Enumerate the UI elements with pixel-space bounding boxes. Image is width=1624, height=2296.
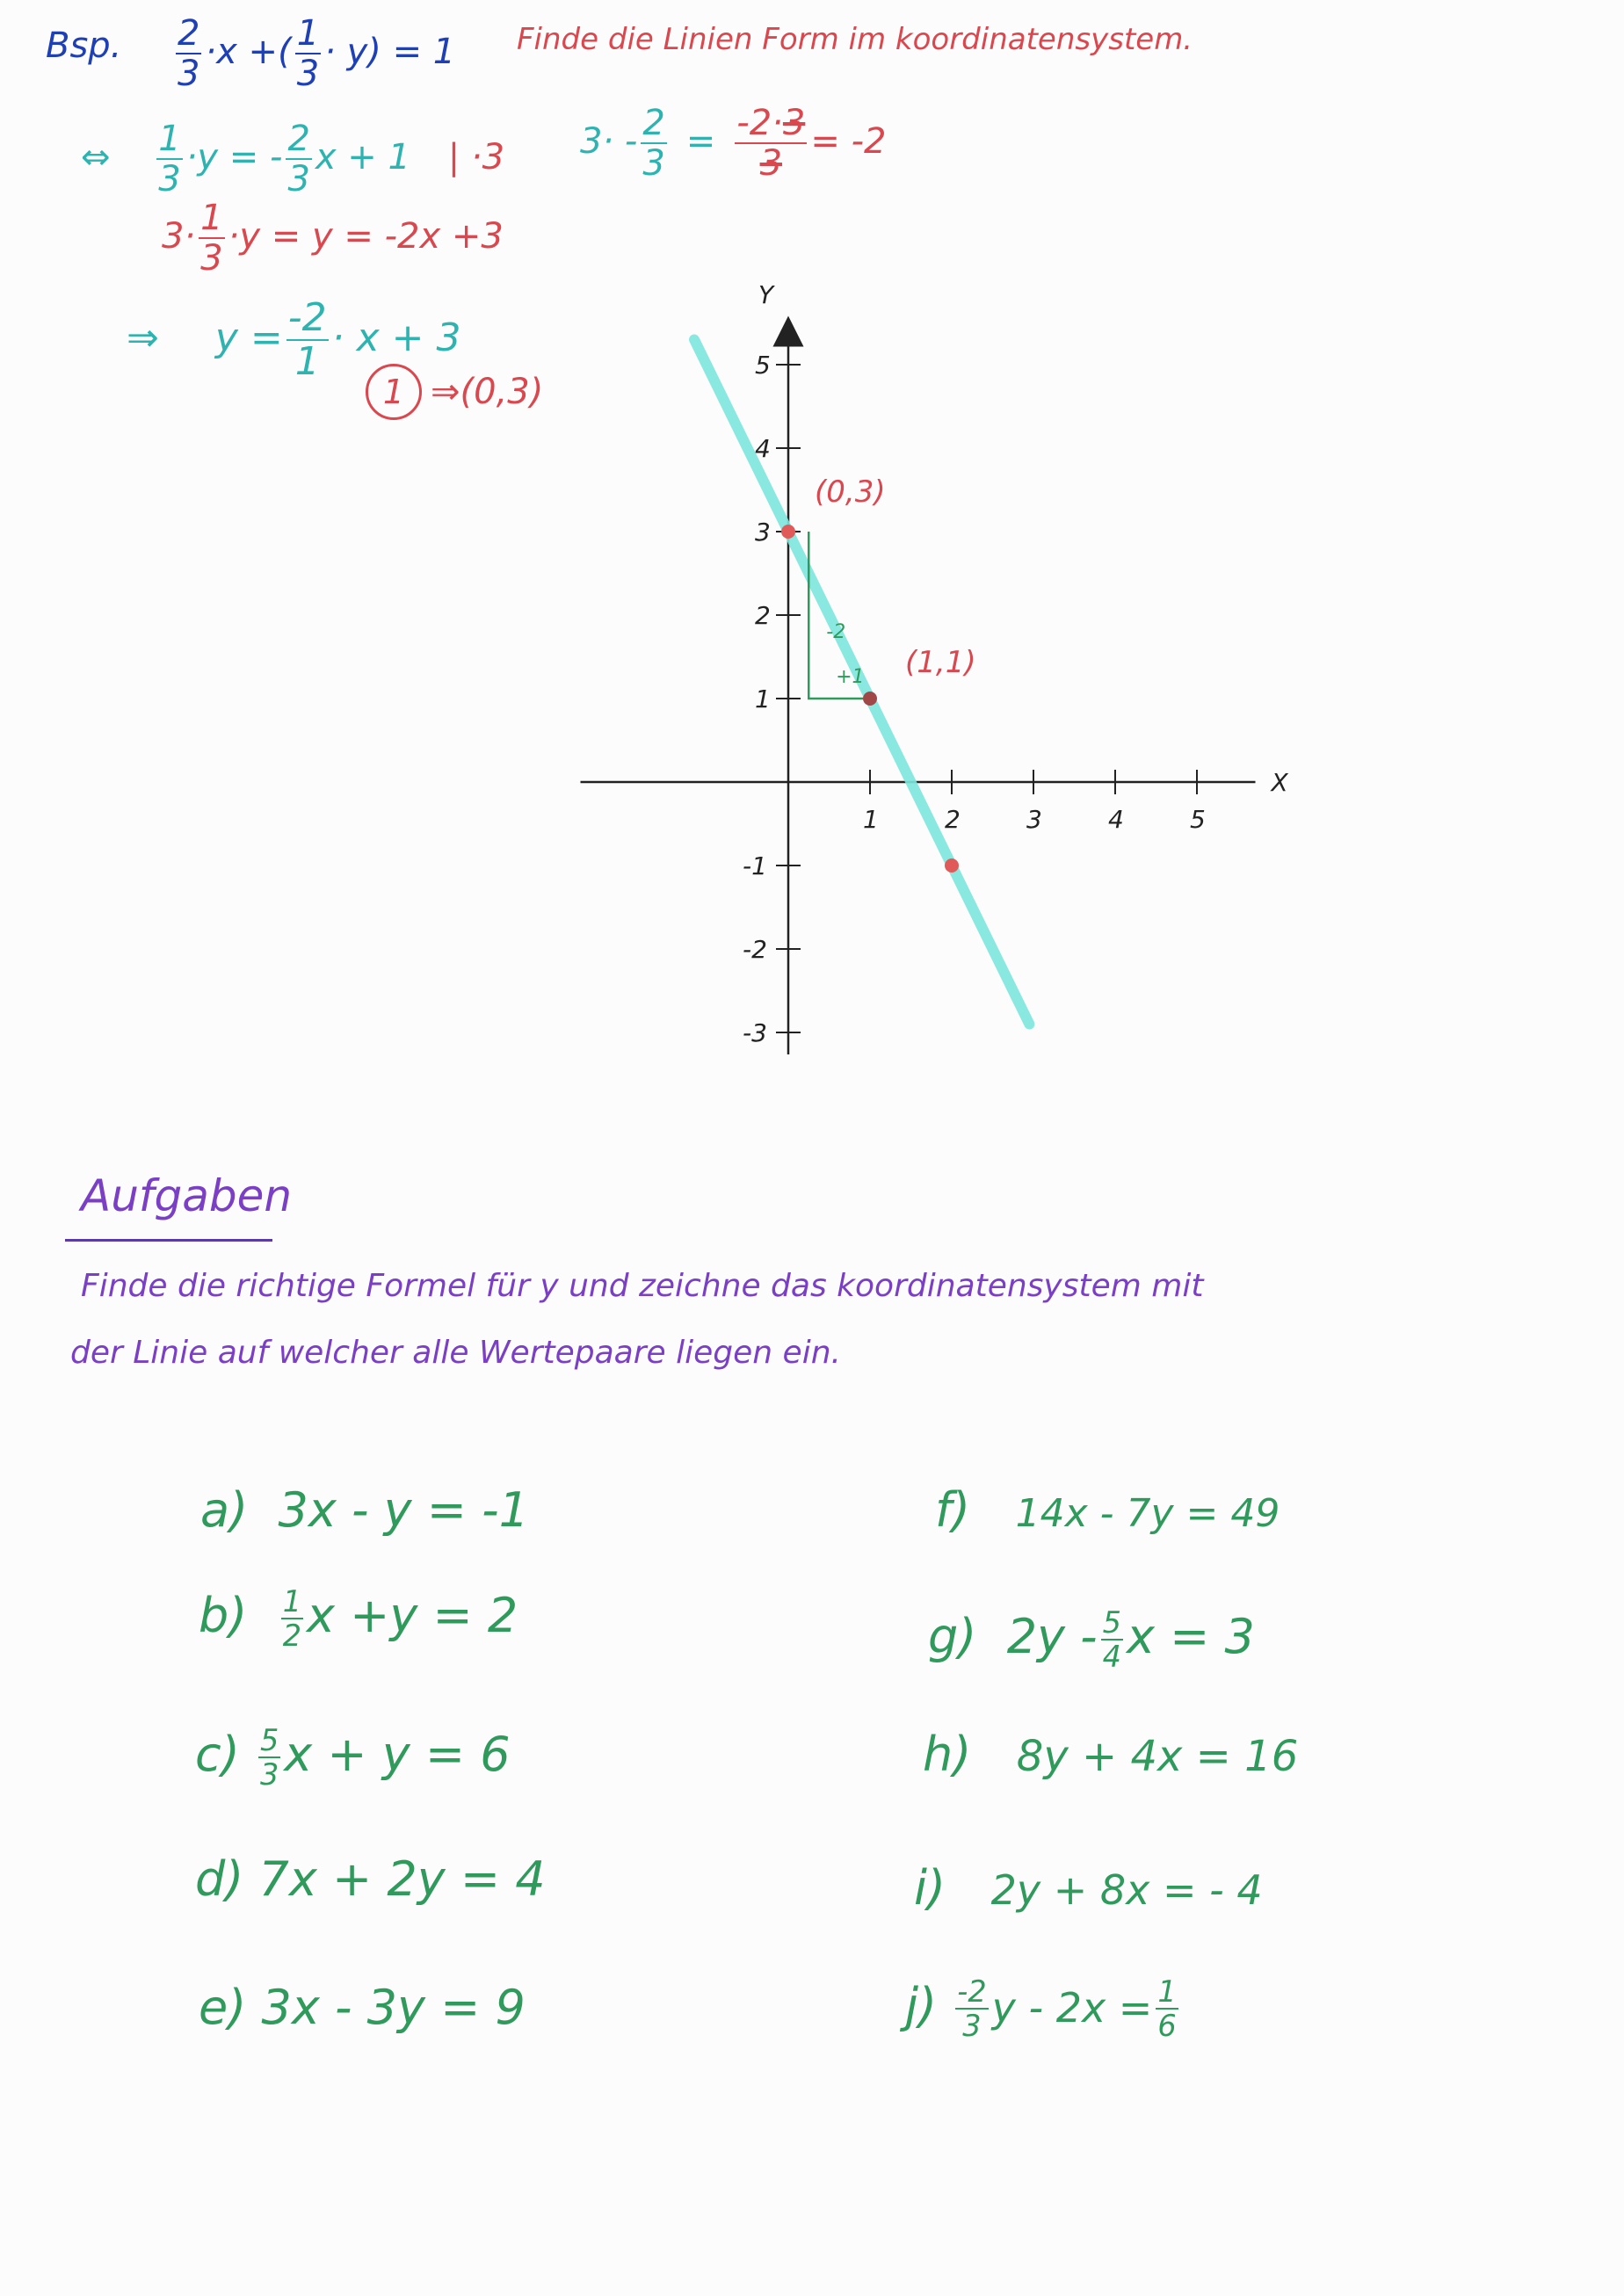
y-axis-label: Y <box>758 280 774 309</box>
task-c: c) $\frac{5}{3}$ x + y = 6 <box>195 1723 511 1793</box>
bsp-label: Bsp. <box>46 25 122 66</box>
x-tick-label: 4 <box>1108 805 1124 834</box>
tasks-heading: Aufgaben <box>81 1170 293 1221</box>
multiply-operation: | ·3 <box>447 137 505 177</box>
y-tick-label: -1 <box>743 851 767 880</box>
point-label: (0,3) <box>815 474 886 510</box>
rise-label: -2 <box>826 621 846 643</box>
y-tick-label: 4 <box>755 434 771 463</box>
y-tick-label: -2 <box>743 935 767 964</box>
task-b: b) $\frac{1}{2}$ x +y = 2 <box>199 1584 518 1654</box>
step-1: ⇔ $\frac{1}{3}$ ·y = - $\frac{2}{3}$ x + 1 | ·3 <box>81 119 505 199</box>
y-tick-label: 1 <box>755 684 771 713</box>
data-point <box>781 525 795 539</box>
example-instruction: Finde die Linien Form im koordinatensystem. <box>517 22 1193 57</box>
tasks-instruction-line-1: Finde die richtige Formel für y und zeichne das koordinatensystem mit <box>81 1268 1204 1304</box>
task-i: i) 2y + 8x = - 4 <box>914 1860 1263 1916</box>
task-f: f) 14x - 7y = 49 <box>935 1482 1280 1538</box>
y-tick-label: 2 <box>755 601 771 630</box>
y-tick-label: 3 <box>755 518 771 547</box>
x-tick-label: 2 <box>945 805 961 834</box>
task-d: d) 7x + 2y = 4 <box>195 1851 546 1907</box>
circled-step-number: 1 <box>366 364 422 420</box>
task-j: j) $\frac{-2}{3}$ y - 2x = $\frac{1}{6}$ <box>905 1974 1177 2044</box>
task-e: e) 3x - 3y = 9 <box>199 1980 526 2035</box>
example-equation: $\frac{2}{3}$ ·x +( $\frac{1}{3}$ · y) = 1 <box>178 13 456 94</box>
run-label: +1 <box>836 666 865 688</box>
tasks-instruction-line-2: der Linie auf welcher alle Wertepaare liegen ein. <box>70 1335 841 1371</box>
y-tick-label: -3 <box>743 1018 767 1047</box>
step-2: 3· $\frac{1}{3}$ ·y = y = -2x +3 <box>162 198 504 279</box>
coordinate-system <box>0 0 1624 1054</box>
data-point <box>863 692 877 706</box>
task-g: g) 2y - $\frac{5}{4}$ x = 3 <box>928 1605 1255 1675</box>
data-point <box>945 858 959 873</box>
y-coefficient-fraction: $\frac{1}{3}$ <box>296 13 320 94</box>
point-label: (1,1) <box>905 645 976 680</box>
tasks-heading-underline <box>65 1239 272 1242</box>
x-coefficient-fraction: $\frac{2}{3}$ <box>178 13 200 94</box>
y-tick-label: 5 <box>755 351 771 380</box>
step-3: ⇒ y = $\frac{-2}{1}$ · x + 3 <box>127 295 461 384</box>
x-tick-label: 5 <box>1190 805 1206 834</box>
side-calculation: 3· - $\frac{2}{3}$ = $\frac{-2\cdot 3}{3}$ = -2 <box>580 103 887 184</box>
x-tick-label: 3 <box>1026 805 1042 834</box>
task-h: h) 8y + 4x = 16 <box>923 1727 1299 1782</box>
task-a: a) 3x - y = -1 <box>200 1482 530 1538</box>
y-intercept-note: 1 ⇒(0,3) <box>366 364 543 420</box>
x-tick-label: 1 <box>863 805 879 834</box>
x-axis-label: X <box>1271 768 1288 797</box>
